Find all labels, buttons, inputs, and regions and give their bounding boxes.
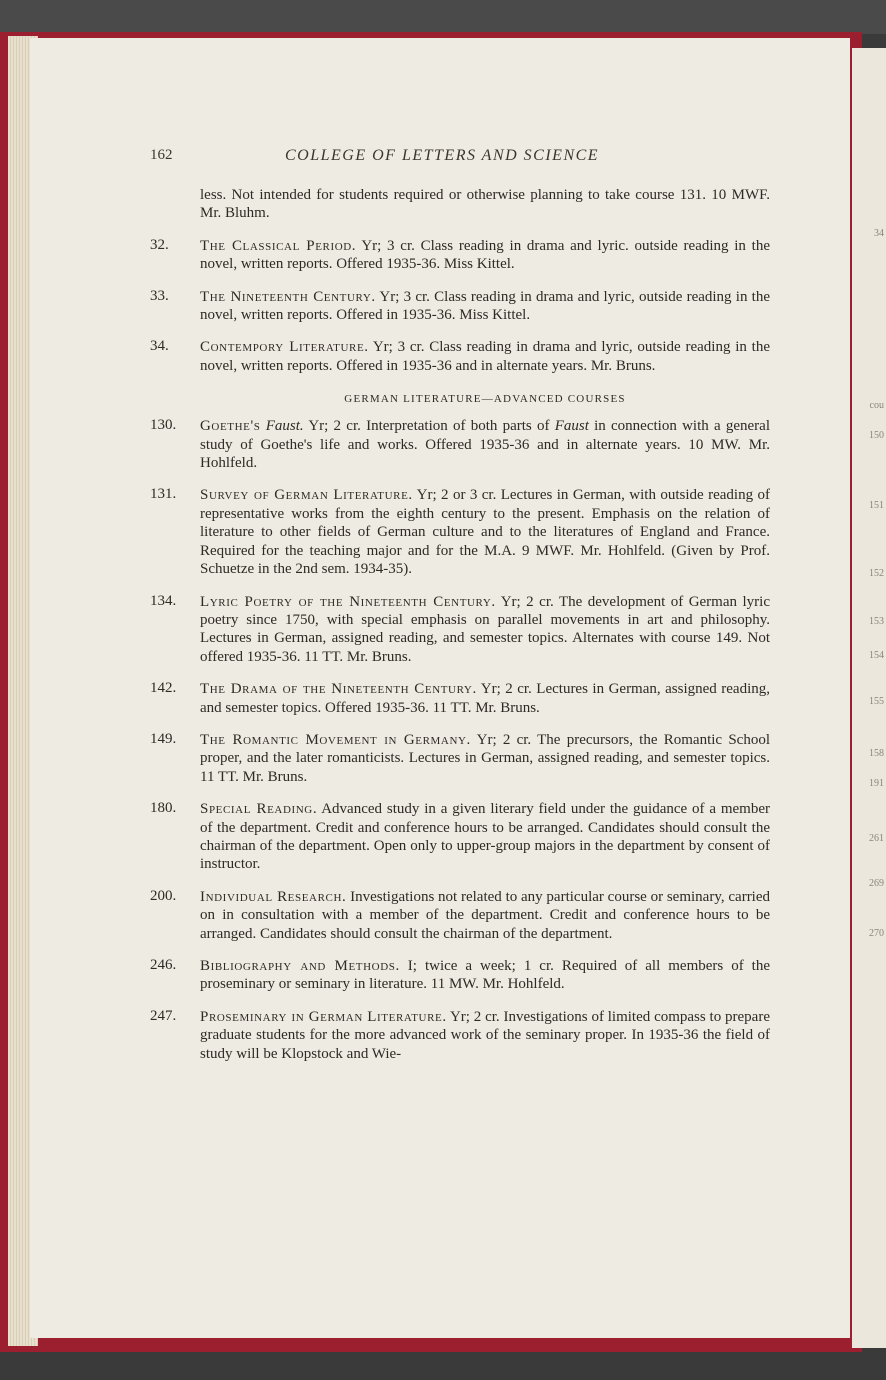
course-title: Proseminary in German Literature.	[200, 1008, 447, 1025]
course-details: Yr; 3 cr. Class reading in drama and lyric, outside reading in the novel, written reports. Offered in 1935-36 and in alternate years. Mr. Bruns.	[200, 339, 771, 374]
course-number: 149.	[150, 730, 177, 747]
course-number: 130.	[150, 417, 177, 434]
course-listing	[150, 186, 770, 1077]
course-title: Lyric Poetry of the Nineteenth Century.	[200, 593, 496, 610]
course-details: Investigations not related to any particular course or seminary, carried on in consultation with a member of the department. Credit and conference hours to be arranged. Candidates should consult the chairman of the department.	[200, 888, 771, 942]
course-details: Yr; 2 cr. The development of German lyric poetry since 1750, with special emphasis on parallel movements in art and philosophy. Lectures in German, assigned reading, and semester topics. Alternates with course 149. Not offered 1935-36. 11 TT. Mr. Bruns.	[200, 593, 770, 665]
course-number: 142.	[150, 680, 177, 697]
course-entry	[150, 417, 770, 472]
course-title: Survey of German Literature.	[200, 487, 413, 504]
course-details: Yr; 2 cr. The precursors, the Romantic School proper, and the later romanticists. Lectures in German, assigned reading, and semester topics. 11 TT. Mr. Bruns.	[200, 731, 770, 785]
course-title: Bibliography and Methods.	[200, 958, 400, 974]
margin-number: 150	[869, 430, 884, 441]
course-entry	[150, 338, 770, 375]
course-description	[200, 417, 770, 472]
course-description	[200, 1008, 770, 1063]
course-description	[200, 731, 770, 786]
course-description	[200, 957, 770, 994]
course-entry	[150, 486, 770, 578]
course-number: 131.	[150, 486, 177, 503]
course-number: 200.	[150, 887, 177, 904]
course-description	[200, 800, 770, 874]
course-entry	[150, 186, 770, 223]
course-details: Yr; 2 or 3 cr. Lectures in German, with outside reading of representative works from the eighth century to the present. Emphasis on the relation of literature to other fields of German culture and to the literatures of England and France. Required for the teaching major and for the M.A. 9 MWF. Mr. Hohlfeld. (Given by Prof. Schuetze in the 2nd sem. 1934-35).	[200, 487, 770, 578]
margin-number: 151	[869, 500, 884, 511]
margin-number: 154	[869, 650, 884, 661]
course-number: 247.	[150, 1007, 177, 1024]
margin-number: 261	[869, 833, 884, 844]
margin-number: 191	[869, 778, 884, 789]
margin-number: 158	[869, 748, 884, 759]
course-description	[200, 338, 770, 375]
course-description	[200, 237, 770, 274]
page-number: 162	[150, 147, 173, 163]
course-entry	[150, 593, 770, 667]
course-details: I; twice a week; 1 cr. Required of all members of the proseminary or seminary in literature. 11 MW. Mr. Hohlfeld.	[200, 958, 771, 993]
course-number: 246.	[150, 957, 177, 973]
course-number: 34.	[150, 338, 169, 355]
course-details: Yr; 3 cr. Class reading in drama and lyric. outside reading in the novel, written reports. Offered 1935-36. Miss Kittel.	[200, 237, 770, 273]
background-strip	[0, 0, 886, 34]
course-details: Yr; 3 cr. Class reading in drama and lyric, outside reading in the novel, written reports. Offered in 1935-36. Miss Kittel.	[200, 288, 770, 324]
course-details: Yr; 2 cr. Investigations of limited compass to prepare graduate students for the more advanced work of the seminary proper. In 1935-36 the field of study will be Klopstock and Wie-	[200, 1008, 770, 1062]
course-title: Individual Research.	[200, 888, 347, 905]
course-number: 32.	[150, 236, 169, 253]
course-details: in connection with a general study of Goethe's life and works. Offered 1935-36 and in alternate years. 10 MW. Mr. Hohlfeld.	[200, 418, 770, 472]
course-title-italic: Faust.	[265, 418, 304, 435]
course-entry	[150, 957, 770, 994]
course-number: 180.	[150, 800, 177, 817]
margin-number: 269	[869, 878, 884, 889]
course-entry	[150, 237, 770, 274]
course-description	[200, 486, 770, 578]
course-title: The Classical Period.	[200, 237, 357, 254]
margin-number: cou	[869, 400, 884, 411]
course-details: Yr; 2 cr. Interpretation of both parts of	[303, 418, 555, 435]
facing-page-edge	[852, 48, 886, 1348]
course-description	[200, 288, 770, 325]
section-heading: GERMAN LITERATURE—ADVANCED COURSES	[344, 393, 626, 406]
course-details-italic: Faust	[554, 418, 589, 435]
margin-number: 34	[874, 228, 884, 239]
course-continuation: less. Not intended for students required or otherwise planning to take course 131. 10 MWF. Mr. Bluhm.	[200, 187, 770, 222]
course-entry	[150, 288, 770, 325]
course-details: Yr; 2 cr. Lectures in German, assigned reading, and semester topics. Offered 1935-36. 11 TT. Mr. Bruns.	[200, 681, 770, 716]
course-number: 33.	[150, 287, 169, 304]
course-entry	[150, 680, 770, 717]
course-description	[200, 680, 770, 717]
course-title: Contempory Literature.	[200, 339, 369, 356]
course-entry	[150, 731, 770, 786]
course-number: 134.	[150, 592, 177, 609]
margin-number: 270	[869, 928, 884, 939]
course-title: Goethe's	[200, 418, 261, 435]
margin-number: 153	[869, 616, 884, 627]
course-title: The Drama of the Nineteenth Century.	[200, 681, 477, 698]
margin-number: 152	[869, 568, 884, 579]
course-entry	[150, 1008, 770, 1063]
course-description	[200, 593, 770, 667]
margin-number: 155	[869, 696, 884, 707]
course-title: The Romantic Movement in Germany.	[200, 731, 471, 748]
course-entry	[150, 888, 770, 943]
course-title: The Nineteenth Century.	[200, 288, 376, 305]
course-description	[200, 888, 770, 943]
running-title: COLLEGE OF LETTERS AND SCIENCE	[285, 147, 600, 164]
course-title: Special Reading.	[200, 801, 318, 818]
course-details: Advanced study in a given literary field under the guidance of a member of the department. Credit and conference hours to be arranged. Candidates should consult the chairman of the department. Open only to upper-group majors in the department by consent of instructor.	[200, 801, 770, 873]
running-head	[150, 147, 770, 169]
course-entry	[150, 800, 770, 874]
